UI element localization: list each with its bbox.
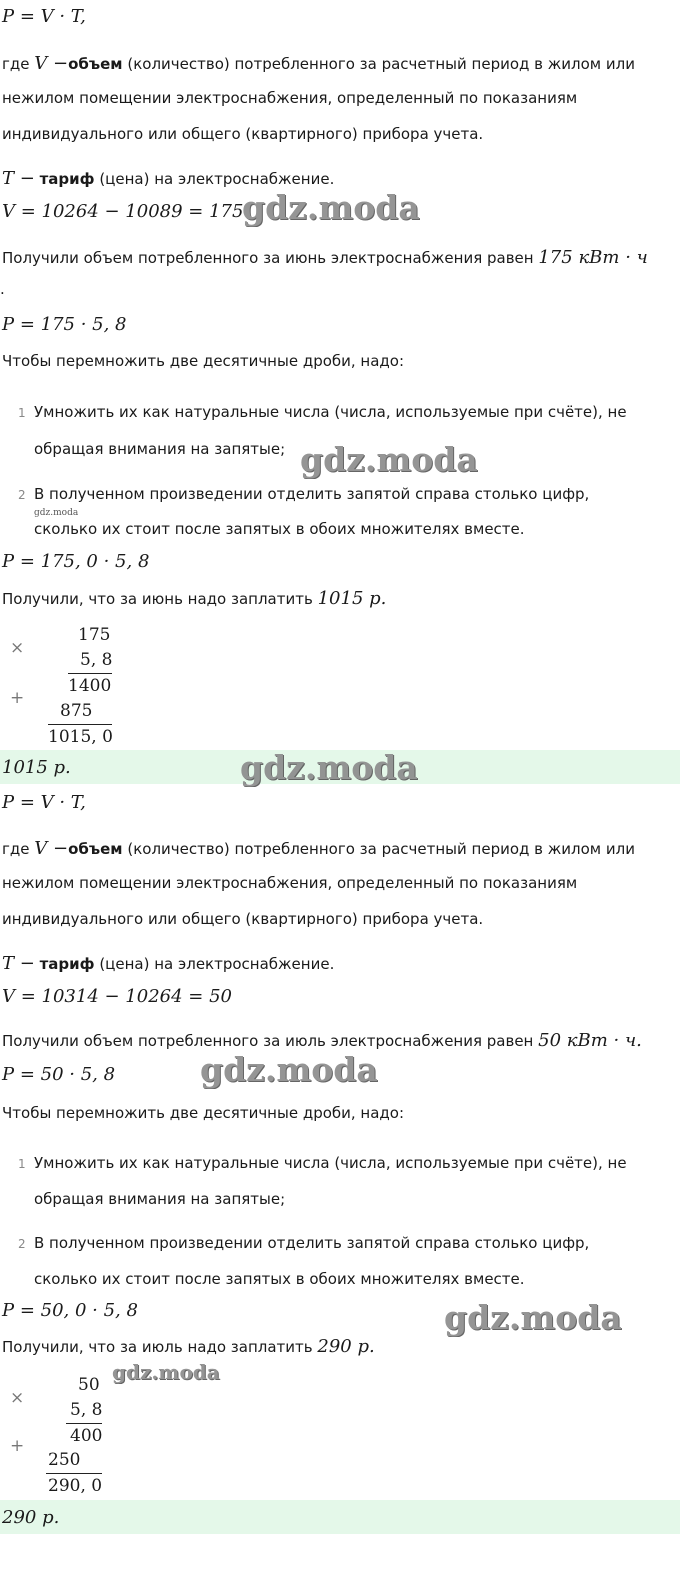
multiplier: 5, 8 — [70, 1400, 103, 1420]
definition-line-1: где V −объем (количество) потребленного за расчетный период в жилом или — [2, 838, 635, 859]
times-sign: × — [10, 1388, 25, 1408]
multiplicand: 175 — [78, 625, 111, 645]
watermark-logo: gdz.moda — [240, 748, 418, 787]
answer-highlight — [0, 1500, 680, 1534]
watermark-logo: gdz.moda — [200, 1050, 378, 1089]
rule-intro: Чтобы перемножить две десятичные дроби, надо: — [2, 352, 405, 370]
tariff-definition: T − тариф (цена) на электроснабжение. — [2, 168, 335, 189]
payment-formula-2: P = 175, 0 · 5, 8 — [2, 551, 150, 572]
result-volume-text: Получили объем потребленного за июнь электроснабжения равен 175 кВт · ч — [2, 247, 648, 268]
multiplicand: 50 — [78, 1375, 100, 1395]
partial-product-2: 875 — [60, 701, 93, 721]
step-text: сколько их стоит после запятых в обоих множителях вместе. — [34, 520, 525, 538]
column-line — [68, 673, 112, 674]
rule-intro: Чтобы перемножить две десятичные дроби, надо: — [2, 1104, 405, 1122]
watermark-logo: gdz.moda — [444, 1298, 622, 1337]
payment-result-text: Получили, что за июнь надо заплатить 1015 р. — [2, 588, 387, 609]
step-number: 2 — [18, 1237, 26, 1251]
payment-formula: P = 50 · 5, 8 — [2, 1064, 116, 1085]
payment-formula: P = 175 · 5, 8 — [2, 314, 127, 335]
column-line — [46, 1473, 102, 1474]
step-number: 2 — [18, 488, 26, 502]
column-result: 290, 0 — [48, 1476, 103, 1496]
volume-calculation: V = 10264 − 10089 = 175 — [2, 201, 244, 222]
tariff-definition: T − тариф (цена) на электроснабжение. — [2, 953, 335, 974]
definition-line-3: индивидуального или общего (квартирного) прибора учета. — [2, 910, 484, 928]
watermark-logo: gdz.moda — [112, 1360, 220, 1384]
payment-formula-2: P = 50, 0 · 5, 8 — [2, 1300, 138, 1321]
formula-p-vt: P = V · T, — [2, 6, 86, 27]
multiplier: 5, 8 — [80, 650, 113, 670]
column-line — [66, 1423, 102, 1424]
partial-product-2: 250 — [48, 1450, 81, 1470]
step-text: сколько их стоит после запятых в обоих множителях вместе. — [34, 1270, 525, 1288]
volume-calculation: V = 10314 − 10264 = 50 — [2, 986, 233, 1007]
partial-product-1: 400 — [70, 1426, 103, 1446]
definition-line-2: нежилом помещении электроснабжения, определенный по показаниям — [2, 874, 578, 892]
watermark-logo: gdz.moda — [300, 440, 478, 479]
plus-sign: + — [10, 688, 25, 708]
step-text: Умножить их как натуральные числа (числа, используемые при счёте), не — [34, 403, 627, 421]
step-text: В полученном произведении отделить запятой справа столько цифр, — [34, 485, 590, 503]
step-text: обращая внимания на запятые; — [34, 440, 286, 458]
result-volume-text: Получили объем потребленного за июль электроснабжения равен 50 кВт · ч. — [2, 1030, 642, 1051]
column-result: 1015, 0 — [48, 727, 113, 747]
step-number: 1 — [18, 1157, 26, 1171]
definition-line-2: нежилом помещении электроснабжения, определенный по показаниям — [2, 89, 578, 107]
plus-sign: + — [10, 1436, 25, 1456]
definition-line-3: индивидуального или общего (квартирного) прибора учета. — [2, 125, 484, 143]
answer: 1015 р. — [2, 757, 71, 778]
payment-result-text: Получили, что за июль надо заплатить 290 р. — [2, 1336, 375, 1357]
partial-product-1: 1400 — [68, 676, 112, 696]
result-volume-dot: . — [0, 280, 5, 298]
formula-p-vt: P = V · T, — [2, 792, 86, 813]
step-text: обращая внимания на запятые; — [34, 1190, 286, 1208]
definition-line-1: где V −объем (количество) потребленного за расчетный период в жилом или — [2, 53, 635, 74]
times-sign: × — [10, 638, 25, 658]
step-text: В полученном произведении отделить запятой справа столько цифр, — [34, 1234, 590, 1252]
column-line — [48, 724, 112, 725]
step-number: 1 — [18, 406, 26, 420]
watermark-logo: gdz.moda — [242, 188, 420, 227]
answer: 290 р. — [2, 1507, 60, 1528]
step-text: Умножить их как натуральные числа (числа, используемые при счёте), не — [34, 1154, 627, 1172]
watermark-small: gdz.moda — [34, 508, 79, 518]
